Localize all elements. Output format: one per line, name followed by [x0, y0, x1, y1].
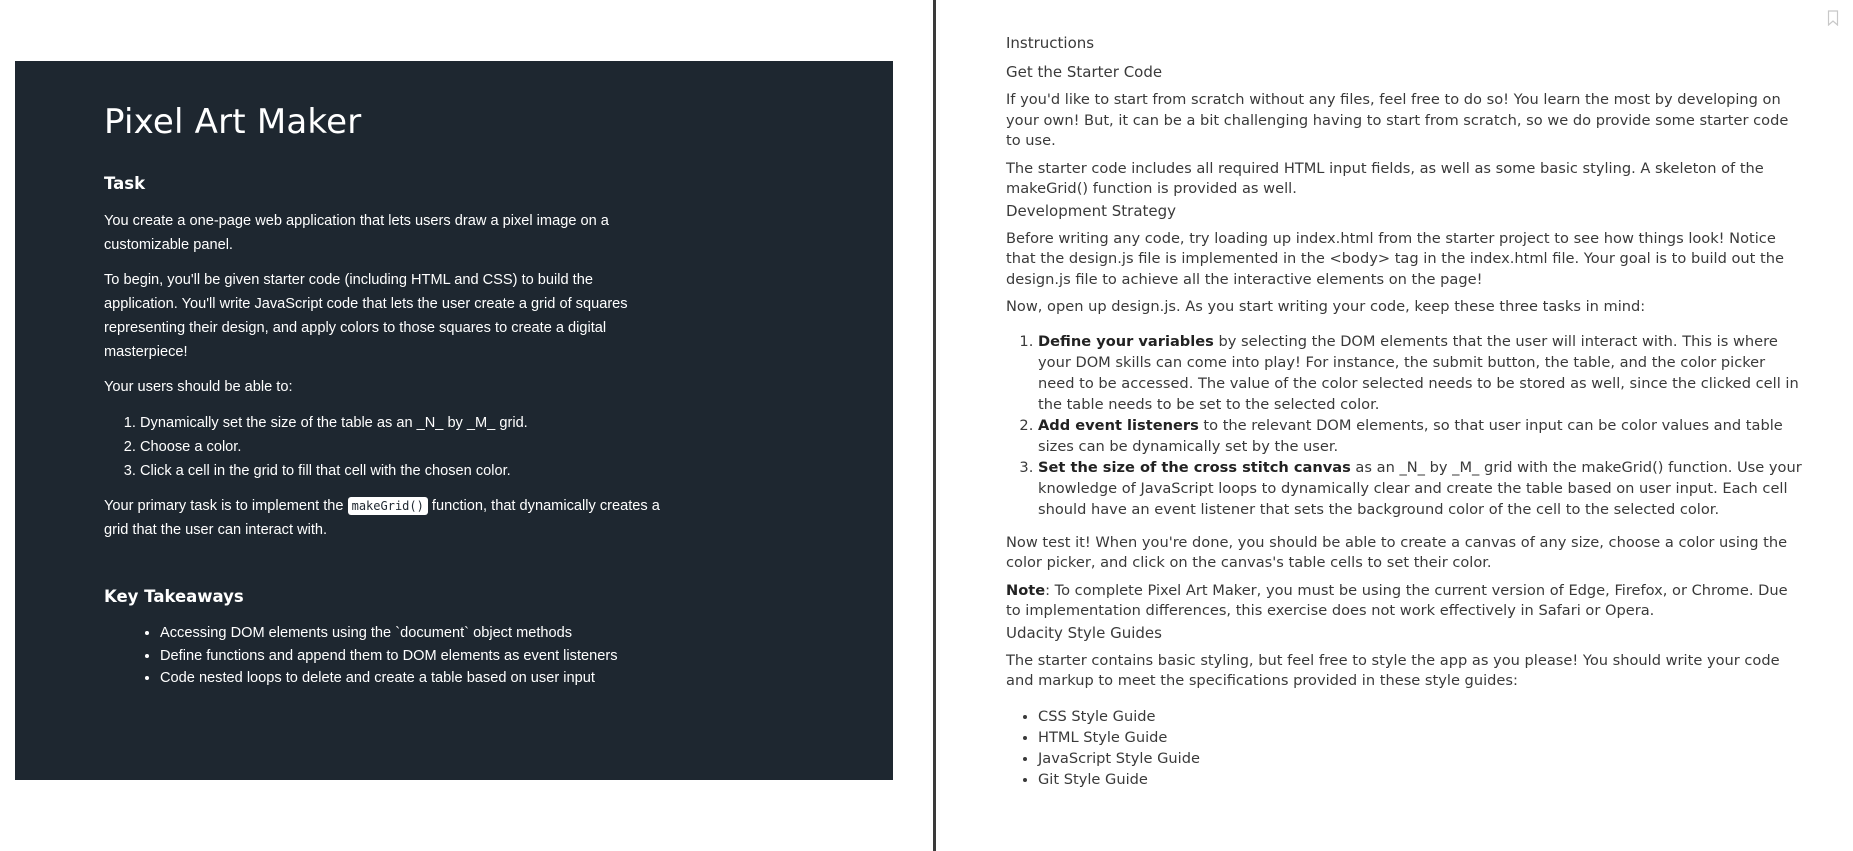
paragraph: Before writing any code, try loading up index.html from the starter project to see how things look! Notice that the design.js file is implemented in the <body> tag in the index.html file. Your goal is to build out the design.js file to achieve all the interactive elements on the page!	[1006, 229, 1784, 288]
step-text: by selecting the DOM elements that the user will interact with. This is where your DOM skills can come into play! For instance, the submit button, the table, and the color picker need to be accessed. The value of the color selected needs to be stored as well, since the clicked cell in the table needs to be set to the selected color.	[1038, 332, 1799, 413]
task-heading: Task	[104, 174, 146, 193]
list-item: • Define functions and append them to DOM elements as event listeners	[160, 645, 664, 668]
step-bold: Set the size of the cross stitch canvas	[1038, 458, 1351, 476]
list-item: • Code nested loops to delete and create a table based on user input	[160, 667, 664, 690]
page-title: Pixel Art Maker	[104, 102, 362, 142]
right-pane	[936, 0, 1853, 851]
takeaways-list	[104, 622, 664, 690]
takeaways-heading: Key Takeaways	[104, 587, 244, 606]
list-item: 3. Click a cell in the grid to fill that cell with the chosen color.	[140, 459, 664, 483]
list-item: 2. Choose a color.	[140, 435, 664, 459]
task-paragraph: You create a one-page web application that lets users draw a pixel image on a customizable panel.	[104, 213, 609, 253]
note-label: Note	[1006, 581, 1046, 599]
task-paragraph: Your users should be able to:	[104, 379, 293, 395]
list-item: • CSS Style Guide	[1038, 706, 1806, 727]
paragraph: Now, open up design.js. As you start writing your code, keep these three tasks in mind:	[1006, 298, 1646, 315]
primary-task-paragraph	[104, 494, 664, 542]
abilities-list	[104, 411, 664, 483]
step-text: to the relevant DOM elements, so that user input can be color values and table sizes can be dynamically set by the user.	[1038, 416, 1783, 455]
note-paragraph	[1006, 581, 1806, 622]
instructions-heading: Instructions	[1006, 34, 1095, 52]
paragraph: Now test it! When you're done, you should be able to create a canvas of any size, choose a color using the color picker, and click on the canvas's table cells to set their color.	[1006, 533, 1788, 571]
guides-heading: Udacity Style Guides	[1006, 623, 1162, 642]
list-item	[1038, 331, 1806, 415]
list-item: • Git Style Guide	[1038, 769, 1806, 790]
primary-task-text: function, that dynamically creates a grid that the user can interact with.	[104, 498, 660, 538]
makegrid-code: makeGrid()	[348, 497, 428, 515]
primary-task-text: Your primary task is to implement the	[104, 498, 344, 514]
strategy-heading: Development Strategy	[1006, 201, 1177, 220]
step-text: as an _N_ by _M_ grid with the makeGrid() function. Use your knowledge of JavaScript loops to dynamically clear and create the table based on user input. Each cell should have an event listener that sets the background color of the cell to the selected color.	[1038, 458, 1802, 518]
note-text: : To complete Pixel Art Maker, you must be using the current version of Edge, Firefox, or Chrome. Due to implementation differences, this exercise does not work effectively in Safari or Opera.	[1006, 581, 1788, 619]
list-item: • JavaScript Style Guide	[1038, 748, 1806, 769]
list-item	[1038, 415, 1806, 457]
bookmark-icon[interactable]	[1827, 10, 1839, 26]
instructions-content	[1006, 32, 1806, 790]
paragraph: If you'd like to start from scratch without any files, feel free to do so! You learn the most by developing on your own! But, it can be a bit challenging having to start from scratch, so we do provide some starter code to use.	[1006, 91, 1789, 149]
list-item: • HTML Style Guide	[1038, 727, 1806, 748]
task-paragraph: To begin, you'll be given starter code (including HTML and CSS) to build the application. You'll write JavaScript code that lets the user create a grid of squares representing their design, and apply colors to those squares to create a digital masterpiece!	[104, 272, 628, 360]
task-card-content	[104, 61, 664, 690]
paragraph: The starter code includes all required HTML input fields, as well as some basic styling. A skeleton of the makeGrid() function is provided as well.	[1006, 159, 1764, 197]
list-item	[1038, 457, 1806, 520]
list-item: • Accessing DOM elements using the `document` object methods	[160, 622, 664, 645]
style-guides-list	[1006, 706, 1806, 790]
task-card	[15, 61, 893, 780]
list-item: 1. Dynamically set the size of the table as an _N_ by _M_ grid.	[140, 411, 664, 435]
starter-heading: Get the Starter Code	[1006, 63, 1163, 81]
step-bold: Define your variables	[1038, 332, 1214, 350]
paragraph: The starter contains basic styling, but feel free to style the app as you please! You should write your code and markup to meet the specifications provided in these style guides:	[1006, 651, 1780, 689]
step-bold: Add event listeners	[1038, 416, 1199, 434]
steps-list	[1006, 331, 1806, 520]
